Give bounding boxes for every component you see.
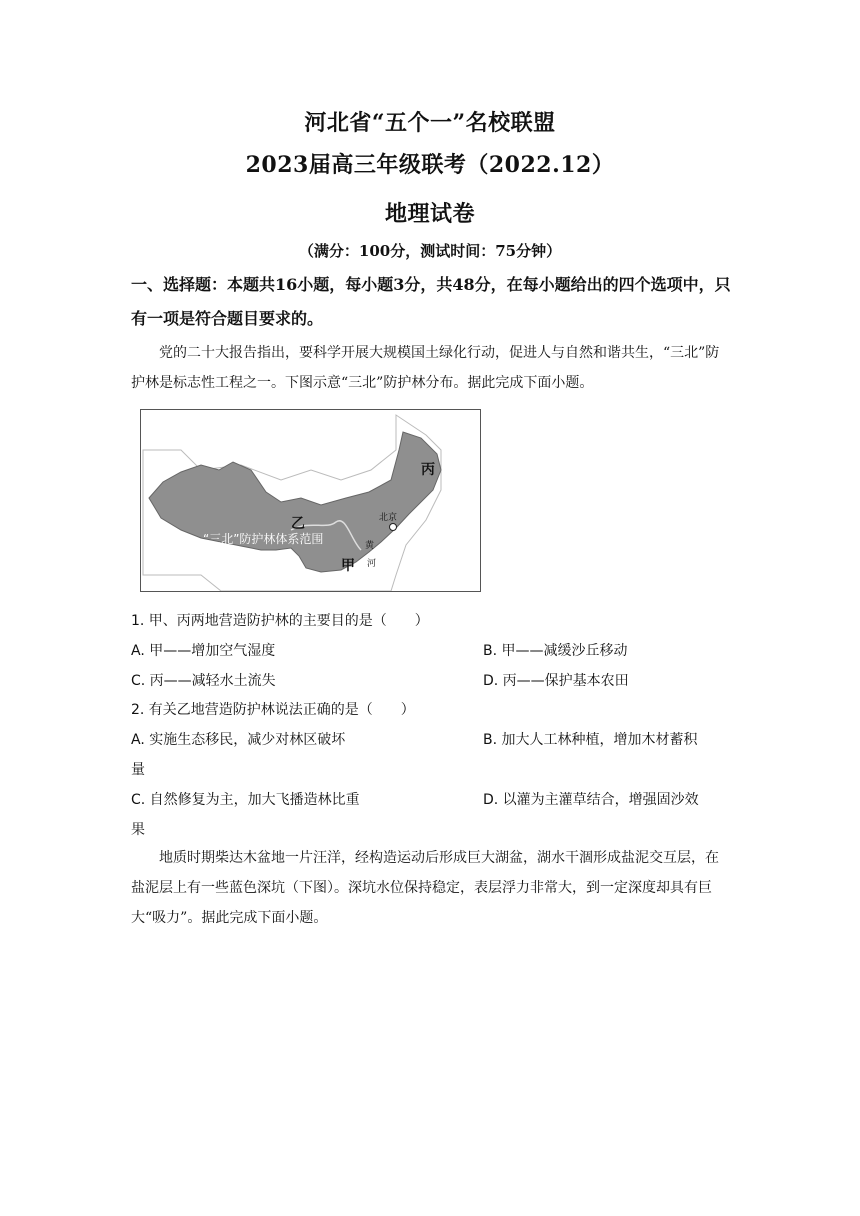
beijing-marker-icon [390, 524, 397, 531]
river-label-he: 河 [367, 559, 377, 569]
question-2-stem: 2. 有关乙地营造防护林说法正确的是（ ） [131, 702, 415, 718]
question-1-option-b: B. 甲——减缓沙丘移动 [483, 643, 628, 659]
intro-paragraph-1: 党的二十大报告指出，要科学开展大规模国土绿化行动，促进人与自然和谐共生，“三北”防护林是标志性工程之一。下图示意“三北”防护林分布。据此完成下面小题。 [131, 345, 720, 391]
question-1-stem: 1. 甲、丙两地营造防护林的主要目的是（ ） [131, 613, 429, 629]
map-svg [141, 410, 480, 591]
question-2-option-c: C. 自然修复为主，加大飞播造林比重 [131, 792, 360, 808]
question-2-option-a: A. 实施生态移民，减少对林区破坏 [131, 732, 346, 748]
region-bing-label: 丙 [421, 462, 435, 478]
range-label: “三北”防护林体系范围 [203, 532, 324, 546]
beijing-label: 北京 [379, 513, 398, 523]
question-2-option-d-wrap: 果 [131, 822, 145, 838]
question-1-option-d: D. 丙——保护基本农田 [483, 673, 629, 689]
exam-title: 河北省“五个一”名校联盟 [304, 110, 556, 136]
river-label-huang: 黄 [365, 541, 375, 551]
question-2-option-d: D. 以灌为主灌草结合，增强固沙效 [483, 792, 699, 808]
region-jia-label: 甲 [341, 558, 355, 574]
question-1-option-c: C. 丙——减轻水土流失 [131, 673, 276, 689]
question-2-option-b: B. 加大人工林种植，增加木材蓄积 [483, 732, 698, 748]
intro-paragraph-2: 地质时期柴达木盆地一片汪洋，经构造运动后形成巨大湖盆，湖水干涸形成盐泥交互层，在盐泥层上有一些蓝色深坑（下图）。深坑水位保持稳定，表层浮力非常大，到一定深度却具有巨大“吸力”。据此完成下面小题。 [131, 850, 719, 926]
exam-subtitle: 2023届高三年级联考（2022.12） [245, 152, 615, 178]
subject-title: 地理试卷 [384, 201, 475, 227]
question-1-option-a: A. 甲——增加空气湿度 [131, 643, 276, 659]
map-figure [140, 409, 481, 592]
section-heading: 一、选择题：本题共16小题，每小题3分，共48分，在每小题给出的四个选项中，只有一项是符合题目要求的。 [131, 275, 731, 328]
question-2-option-b-wrap: 量 [131, 762, 145, 778]
exam-meta: （满分：100分，测试时间：75分钟） [298, 242, 562, 260]
region-yi-label: 乙 [291, 516, 305, 532]
